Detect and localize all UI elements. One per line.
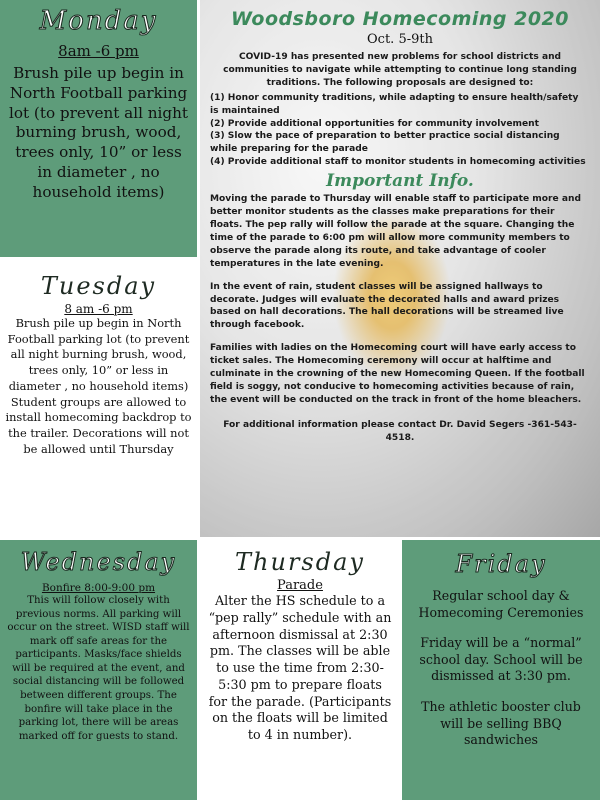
monday-title: Monday (39, 6, 158, 36)
proposal-item: (3) Slow the pace of preparation to better practice social distancing while preparing for the parade (210, 131, 560, 155)
contact-line: For additional information please contact Dr. David Segers -361-543-4518. (223, 419, 577, 443)
important-info-heading: Important Info. (326, 171, 474, 192)
wednesday-time: Bonfire 8:00-9:00 pm (41, 582, 156, 594)
court-paragraph: Families with ladies on the Homecoming court will have early access to ticket sales. The Homecoming ceremony will occur at halftime and culminate in the crowning of the new Homecoming Queen. If the football field is soggy, not conducive to homecoming activities because of rain, the event will be conducted on the track in front of the home bleachers. (210, 343, 585, 405)
proposal-item: (2) Provide additional opportunities for community involvement (210, 118, 539, 129)
parade-paragraph: Moving the parade to Thursday will enable staff to participate more and better monitor students as the classes make preparations for their floats. The pep rally will follow the parade at the square. Changing the time of the parade to 6:00 pm will allow more community members to observe the parade along its route, and take advantage of cooler temperatures in the late evening. (210, 194, 581, 269)
thursday-body: Alter the HS schedule to a “pep rally” schedule with an afternoon dismissal at 2:30 pm. The classes will be able to use the time from 2:30-5:30 pm to prepare floats for the parade. (Participants on the floats will be limited to 4 in number). (208, 593, 392, 743)
monday-time: 8am -6 pm (58, 42, 139, 60)
friday-para-1: Regular school day & Homecoming Ceremonies (418, 588, 584, 620)
rain-paragraph: In the event of rain, student classes will be assigned hallways to decorate. Judges will evaluate the decorated halls and award prizes based on hall decorations. The hall decorations will be streamed live through facebook. (210, 281, 564, 331)
tuesday-body-1: Brush pile up begin in North Football parking lot (to prevent all night burning brush, wood, trees only, 10” or less in diameter , no household items) (7, 316, 190, 393)
tuesday-body-2: Student groups are allowed to install homecoming backdrop to the trailer. Decorations will not be allowed until Thursday (5, 394, 192, 456)
thursday-time: Parade (277, 578, 323, 593)
friday-para-2: Friday will be a “normal” school day. School will be dismissed at 3:30 pm. (419, 635, 583, 684)
thursday-title: Thursday (235, 548, 365, 576)
page-title: Woodsboro Homecoming 2020 (230, 8, 569, 30)
monday-body: Brush pile up begin in North Football parking lot (to prevent all night burning brush, wood, trees only, 10” or less in diameter , no household items) (8, 64, 189, 201)
thursday-panel (202, 540, 398, 800)
wednesday-body: This will follow closely with previous norms. All parking will occur on the street. WISD staff will mark off safe areas for the participants. Masks/face shields will be required at the event, and social distancing will be followed between different groups. The bonfire will take place in the parking lot, there will be areas marked off for guests to stand. (7, 595, 190, 742)
friday-para-3: The athletic booster club will be selling BBQ sandwiches (421, 699, 581, 748)
tuesday-panel (0, 262, 197, 535)
proposal-item: (1) Honor community traditions, while adapting to ensure health/safety is maintained (210, 92, 579, 116)
monday-panel (0, 0, 197, 257)
wednesday-title: Wednesday (20, 548, 177, 576)
proposal-item: (4) Provide additional staff to monitor students in homecoming activities (210, 157, 586, 168)
event-dates: Oct. 5-9th (367, 32, 433, 47)
homecoming-info-panel (200, 0, 600, 537)
tuesday-title: Tuesday (40, 272, 157, 300)
friday-title: Friday (455, 550, 547, 578)
wednesday-panel (0, 540, 197, 800)
friday-panel (402, 540, 600, 800)
intro-text: COVID-19 has presented new problems for school districts and communities to navigate while attempting to continue long standing traditions. The following proposals are designed to: (223, 52, 577, 88)
tuesday-time: 8 am -6 pm (64, 302, 133, 316)
